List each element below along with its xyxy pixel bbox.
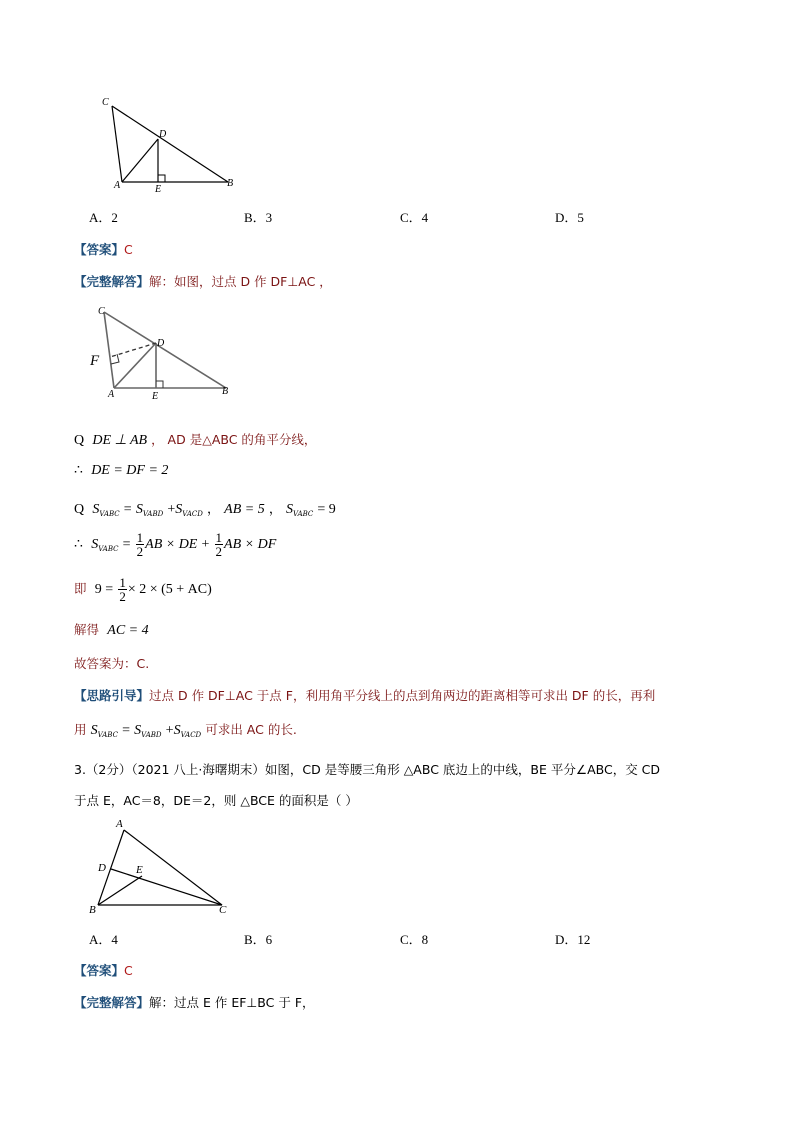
triangle-figure-2 <box>86 302 246 406</box>
option-b: B．3 <box>244 210 273 225</box>
step-6: 解得 AC = 4 <box>74 622 149 638</box>
step-4: ∴ $S_{VABC}$ = $\frac{1}{2}$ AB × DE + $\frac{1}{2}$ AB × DF <box>74 530 277 559</box>
label-e: E <box>136 864 143 876</box>
label-c: C <box>98 306 105 317</box>
answer-tag: 【答案】 <box>74 242 125 257</box>
label-d: D <box>159 129 167 140</box>
hint-line-2: 用 $S_{VABC} = S_{VABD} +S_{VACD}$ 可求出 AC 的长. <box>74 722 297 739</box>
q3-stem-line-1: 3.（2分）（2021 八上·海曙期末）如图，CD 是等腰三角形 △ABC 底边上的中线，BE 平分∠ABC，交 CD <box>74 762 661 777</box>
option-c: C．4 <box>400 210 429 225</box>
q3-option-b: B．6 <box>244 932 273 947</box>
label-c: C <box>102 97 109 108</box>
step-1: Q DE ⊥ AB ， AD 是△ABC 的角平分线， <box>74 432 317 448</box>
option-d: D．5 <box>555 210 584 225</box>
q3-option-c: C．8 <box>400 932 429 947</box>
step-5: 即 9 = $\frac{1}{2}$ × 2 × (5 + AC) <box>74 575 212 604</box>
conclusion: 故答案为：C. <box>74 656 150 671</box>
option-a: A．2 <box>89 210 118 225</box>
q3-option-d: D．12 <box>555 932 591 947</box>
hint-line-1: 【思路引导】过点 D 作 DF⊥AC 于点 F，利用角平分线上的点到角两边的距离相等可求出 DF 的长，再利 <box>74 688 656 703</box>
solution-intro: 解：如图，过点 D 作 DF⊥AC ， <box>149 274 332 289</box>
label-d: D <box>98 862 106 874</box>
label-a: A <box>116 818 123 830</box>
step-3: Q $S_{VABC} = S_{VABD} +S_{VACD}$ ， AB = 5 ， $S_{VABC} = 9$ <box>74 502 336 518</box>
q3-answer-line: 【答案】C <box>74 963 133 978</box>
label-b: B <box>222 386 229 397</box>
label-e: E <box>152 391 159 402</box>
hint-tag: 【思路引导】 <box>74 688 150 703</box>
label-c: C <box>219 904 227 916</box>
label-a: A <box>108 389 115 400</box>
label-a: A <box>114 180 121 191</box>
solution-tag: 【完整解答】 <box>74 274 150 289</box>
label-f: F <box>90 353 100 369</box>
step-2: ∴ DE = DF = 2 <box>74 463 169 478</box>
triangle-figure-3 <box>86 814 246 918</box>
label-e: E <box>155 184 162 194</box>
answer-line <box>74 240 133 258</box>
label-b: B <box>89 904 96 916</box>
answer-value: C <box>124 242 133 257</box>
label-b: B <box>227 178 234 189</box>
q3-option-a: A．4 <box>89 932 118 947</box>
q3-stem-line-2: 于点 E，AC＝8，DE＝2，则 △BCE 的面积是（ ） <box>74 793 358 808</box>
label-d: D <box>157 338 165 349</box>
q3-solution-line: 【完整解答】解：过点 E 作 EF⊥BC 于 F， <box>74 995 315 1010</box>
triangle-figure-1 <box>100 94 240 194</box>
solution-line <box>74 272 332 290</box>
